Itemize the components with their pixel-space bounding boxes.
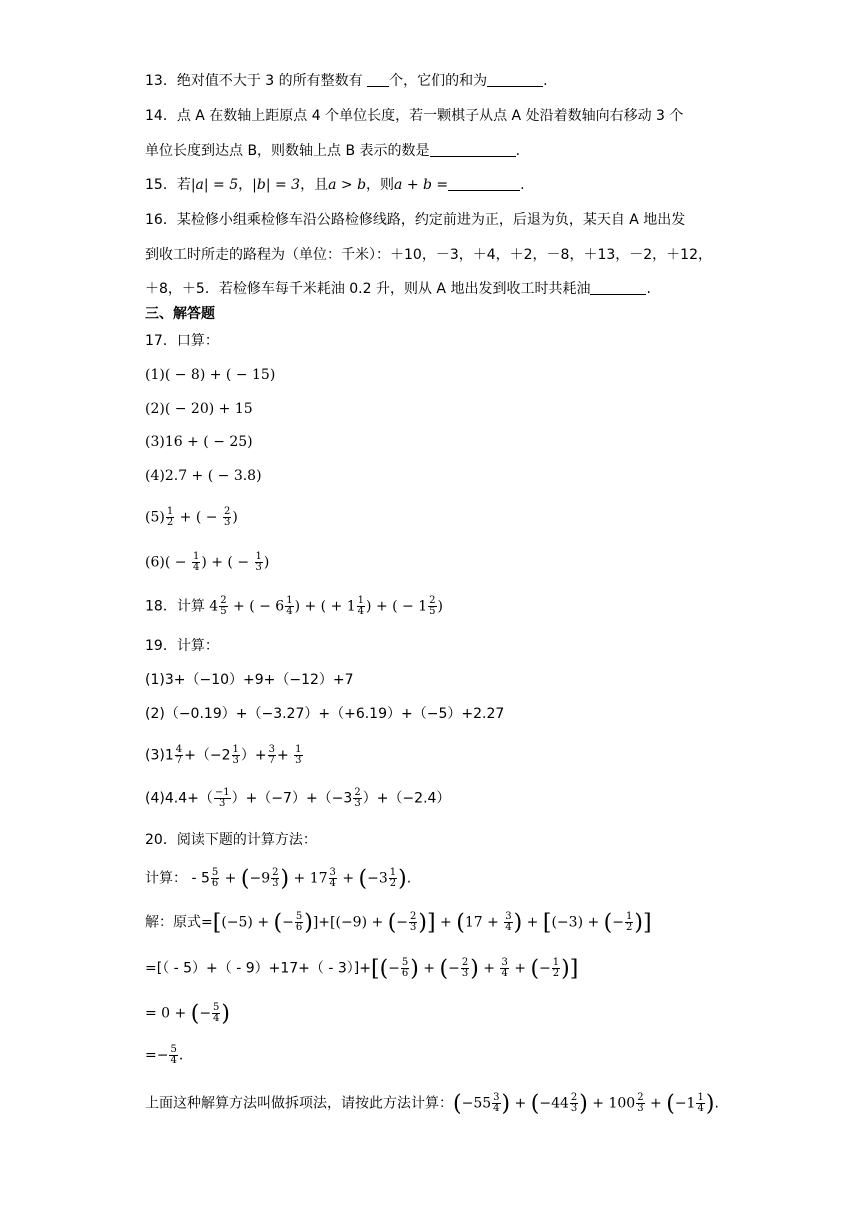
q13-blank-1 bbox=[367, 72, 389, 87]
question-18: 18．计算 4 $\frac{2}{5}$ + ( − 6 $\frac{1}{4}$ ) + ( + 1 $\frac{1}{4}$ ) + ( − 1 $\frac{2}{5}$ ) bbox=[145, 595, 443, 617]
question-20-title: 20．阅读下题的计算方法： bbox=[145, 832, 317, 848]
q13-blank-2 bbox=[487, 72, 543, 87]
question-15: 15．若|a| = 5，|b| = 3，且a > b，则a + b = . bbox=[145, 177, 525, 193]
question-13: 13．绝对值不大于 3 的所有整数有 个，它们的和为 . bbox=[145, 73, 548, 89]
q20-solution-line2: =[（ - 5）+（ - 9）+17+（ - 3）]+[(− $\frac{5}{6}$ ) + (− $\frac{2}{3}$ ) + $\frac{3}{4}$ + (− $\frac{1}{2}$ )] bbox=[145, 956, 579, 982]
q19-part-1: (1)3+（−10）+9+（−12）+7 bbox=[145, 672, 354, 688]
q20-solution-line3: = 0 + (− $\frac{5}{4}$ ) bbox=[145, 1001, 231, 1027]
q17-part-4: (4)2.7 + ( − 3.8) bbox=[145, 468, 262, 484]
q20-calc: 计算： - 5 $\frac{5}{6}$ + (−9 $\frac{2}{3}$ ) + 17 $\frac{3}{4}$ + (−3 $\frac{1}{2}$ ). bbox=[145, 866, 412, 892]
section-heading: 三、解答题 bbox=[145, 306, 215, 322]
q17-part-1: (1)( − 8) + ( − 15) bbox=[145, 367, 276, 383]
q13-text-2: 个，它们的和为 bbox=[389, 73, 488, 89]
q17-part-5: (5) $\frac{1}{2}$ + ( − $\frac{2}{3}$ ) bbox=[145, 506, 238, 528]
q15-blank bbox=[448, 176, 520, 191]
q19-part-4: (4)4.4+（ $\frac{-1}{3}$ ）+（−7）+（−3 $\frac{2}{3}$ ）+（−2.4） bbox=[145, 787, 451, 809]
q17-part-6: (6)( − $\frac{1}{4}$ ) + ( − $\frac{1}{3}$ ) bbox=[145, 551, 270, 573]
question-19-title: 19．计算： bbox=[145, 638, 219, 654]
q17-part-2: (2)( − 20) + 15 bbox=[145, 401, 253, 417]
q19-part-2: (2)（−0.19）+（−3.27）+（+6.19）+（−5）+2.27 bbox=[145, 706, 505, 722]
q13-text: 13．绝对值不大于 3 的所有整数有 bbox=[145, 73, 368, 89]
q20-final: 上面这种解算方法叫做拆项法，请按此方法计算：(−55 $\frac{3}{4}$ ) + (−44 $\frac{2}{3}$ ) + 100 $\frac{2}{3}$ + (−1 $\frac{1}{4}$ ). bbox=[145, 1091, 719, 1117]
q20-solution-line1: 解：原式=[(−5) + (− $\frac{5}{6}$ )]+[(−9) + (− $\frac{2}{3}$ )] + (17 + $\frac{3}{4}$ ) + [(−3) + (− $\frac{1}{2}$ )] bbox=[145, 910, 652, 936]
question-16-line1: 16．某检修小组乘检修车沿公路检修线路，约定前进为正，后退为负，某天自 A 地出发 bbox=[145, 212, 686, 228]
question-16-line2: 到收工时所走的路程为（单位：千米）：＋10，－3，＋4，＋2，－8，＋13，－2，＋12， bbox=[145, 247, 712, 263]
q16-blank bbox=[590, 280, 646, 295]
question-14-line1: 14．点 A 在数轴上距原点 4 个单位长度，若一颗棋子从点 A 处沿着数轴向右移动 3 个 bbox=[145, 108, 684, 124]
q20-solution-line4: =− $\frac{5}{4}$ . bbox=[145, 1044, 184, 1066]
question-16-line3: ＋8，＋5．若检修车每千米耗油 0.2 升，则从 A 地出发到收工时共耗油 . bbox=[145, 281, 651, 297]
q14-blank bbox=[430, 142, 516, 157]
q19-part-3: (3)1 $\frac{4}{7}$ +（−2 $\frac{1}{3}$ ）+ $\frac{3}{7}$ + $\frac{1}{3}$ bbox=[145, 744, 302, 766]
question-14-line2: 单位长度到达点 B，则数轴上点 B 表示的数是 . bbox=[145, 143, 521, 159]
q17-part-3: (3)16 + ( − 25) bbox=[145, 434, 253, 450]
question-17-title: 17．口算： bbox=[145, 333, 219, 349]
